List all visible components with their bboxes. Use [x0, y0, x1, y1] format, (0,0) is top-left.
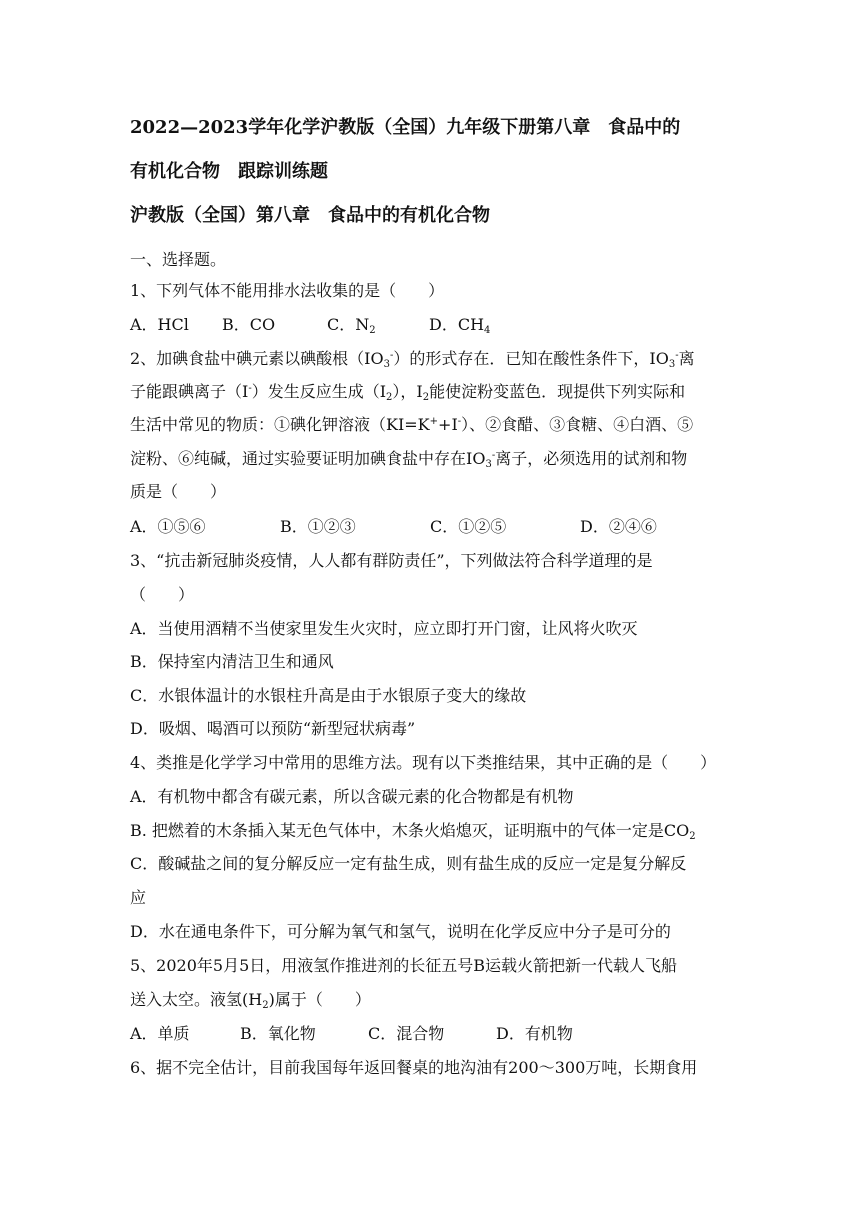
q2-text: +I	[438, 415, 458, 434]
q2-line-1	[130, 349, 695, 369]
q2-line-5: 质是（ ）	[130, 482, 227, 501]
q1-option-c-subscript: 2	[369, 325, 376, 336]
q2-text: 离子，必须选用的试剂和物	[495, 449, 688, 468]
q3-line-2: （ ）	[130, 585, 195, 604]
q4-option-a: A．有机物中都含有碳元素，所以含碳元素的化合物都是有机物	[130, 787, 574, 806]
q5-option-b: B．氧化物	[240, 1024, 316, 1043]
q2-text: 生活中常见的物质：①碘化钾溶液（KI=K	[130, 415, 430, 434]
q2-text: 离	[678, 349, 695, 368]
q6-line-1: 6、据不完全估计，目前我国每年返回餐桌的地沟油有200～300万吨，长期食用	[130, 1058, 698, 1077]
q4-option-c-line-2: 应	[130, 888, 147, 907]
q2-text: 2、加碘食盐中碘元素以碘酸根（IO	[130, 349, 384, 368]
q1-options	[130, 315, 490, 335]
q2-text: 淀粉、⑥纯碱，通过实验要证明加碘食盐中存在IO	[130, 449, 486, 468]
q4-stem: 4、类推是化学学习中常用的思维方法。现有以下类推结果，其中正确的是（ ）	[130, 753, 717, 772]
superscript: -	[248, 383, 252, 394]
q2-option-d: D．②④⑥	[580, 517, 657, 536]
q2-option-a: A．①⑤⑥	[130, 517, 206, 536]
subscript: 3	[383, 359, 390, 370]
q1-option-c	[327, 315, 429, 335]
superscript: -	[491, 450, 496, 461]
q2-options	[130, 517, 657, 537]
q5-text: )属于（ ）	[268, 990, 371, 1009]
q3-option-a: A．当使用酒精不当使家里发生火灾时，应立即打开门窗，让风将火吹灭	[130, 619, 638, 638]
q2-option-c: C．①②⑤	[430, 517, 507, 536]
q2-line-4	[130, 449, 687, 469]
subscript: 2	[689, 831, 696, 842]
superscript: -	[675, 350, 679, 361]
q2-line-2	[130, 382, 685, 402]
q2-text: ），I	[392, 382, 423, 401]
q1-stem: 1、下列气体不能用排水法收集的是（ ）	[130, 281, 445, 300]
superscript: -	[457, 416, 462, 427]
superscript: -	[390, 350, 394, 361]
q3-option-d: D．吸烟、喝酒可以预防“新型冠状病毒”	[130, 719, 416, 738]
q2-text: ）发生反应生成（I	[251, 382, 387, 401]
q5-text: 送入太空。液氢(H	[130, 990, 263, 1009]
q2-option-b: B．①②③	[280, 517, 356, 536]
q5-line-2	[130, 990, 371, 1010]
q2-text: ）、②食醋、③食糖、④白酒、⑤	[461, 415, 694, 434]
q3-line-1: 3、“抗击新冠肺炎疫情，人人都有群防责任”，下列做法符合科学道理的是	[130, 551, 653, 570]
q1-option-d-subscript: 4	[484, 325, 491, 336]
q5-option-c: C．混合物	[368, 1024, 445, 1043]
q3-option-c: C．水银体温计的水银柱升高是由于水银原子变大的缘故	[130, 686, 527, 705]
q2-line-3	[130, 415, 693, 435]
q4-option-b-text: B. 把燃着的木条插入某无色气体中，木条火焰熄灭，证明瓶中的气体一定是CO	[130, 821, 690, 840]
subscript: 2	[386, 392, 393, 403]
q5-line-1: 5、2020年5月5日，用液氢作推进剂的长征五号B运载火箭把新一代载人飞船	[130, 956, 678, 975]
q1-option-b: B．CO	[222, 315, 276, 334]
subscript: 2	[262, 1000, 269, 1011]
q4-option-d: D．水在通电条件下，可分解为氧气和氢气，说明在化学反应中分子是可分的	[130, 922, 671, 941]
q2-text: 能使淀粉变蓝色．现提供下列实际和	[429, 382, 686, 401]
title-line-1: 2022—2023学年化学沪教版（全国）九年级下册第八章 食品中的	[130, 117, 681, 138]
q3-option-b: B．保持室内清洁卫生和通风	[130, 652, 334, 671]
subscript: 3	[485, 459, 492, 470]
title-line-2: 有机化合物 跟踪训练题	[130, 161, 328, 182]
superscript: +	[429, 416, 439, 427]
q1-option-c-text: C．N	[327, 315, 370, 334]
chapter-heading: 沪教版（全国）第八章 食品中的有机化合物	[130, 205, 490, 226]
q2-text: ）的形式存在．已知在酸性条件下，IO	[393, 349, 669, 368]
q2-text: 子能跟碘离子（I	[130, 382, 249, 401]
subscript: 2	[422, 392, 430, 403]
q4-option-c-line-1: C．酸碱盐之间的复分解反应一定有盐生成，则有盐生成的反应一定是复分解反	[130, 854, 687, 873]
q5-options	[130, 1024, 573, 1044]
q5-option-d: D．有机物	[496, 1024, 573, 1043]
subscript: 3	[668, 359, 676, 370]
q4-option-b	[130, 821, 696, 841]
q5-option-a: A．单质	[130, 1024, 190, 1043]
section-heading: 一、选择题。	[130, 250, 227, 269]
q1-option-d	[429, 315, 490, 335]
q1-option-a: A．HCl	[130, 315, 189, 334]
q1-option-d-text: D．CH	[429, 315, 485, 334]
